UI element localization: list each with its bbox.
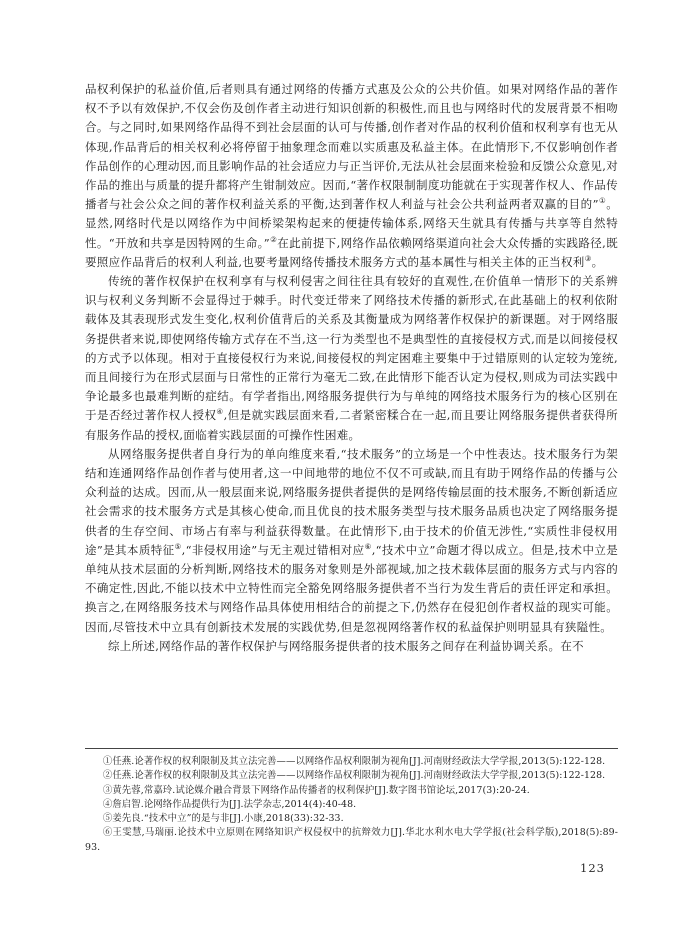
page-number: 123 bbox=[580, 861, 605, 875]
footnote-ref: ② bbox=[269, 234, 278, 244]
footnote-item: ③黄先蓉,常嘉玲.试论媒介融合背景下网络作品传播者的权利保护[J].数字图书馆论坛,2017(3):20-24. bbox=[102, 784, 530, 796]
body-paragraphs bbox=[85, 80, 618, 656]
footnote-ref: ⑥ bbox=[364, 542, 372, 552]
paragraph: 传统的著作权保护在权利享有与权利侵害之间往往具有较好的直观性,在价值单一情形下的关系辨识与权利义务判断不会显得过于棘手。时代变迁带来了网络技术传播的新形式,在此基础上的权利依附载体及其表现形式发生变化,权利价值背后的关系及其衡量成为网络著作权保护的新课题。对于网络服务提供者来说,即使网络传输方式存在不当,这一行为类型也不是典型性的直接侵权方式,而是以间接侵权的方式予以体现。相对于直接侵权行为来说,间接侵权的判定困难主要集中于过错原则的认定较为笼统,而且间接行为在形式层面与日常性的正常行为毫无二致,在此情形下能否认定为侵权,则成为司法实践中争论最多也最难判断的症结。有学者指出,网络服务提供行为与单纯的网络技术服务行为的核心区别在于是否经过著作权人授权④,但是就实践层面来看,二者紧密糅合在一起,而且要让网络服务提供者获得所有服务作品的授权,面临着实践层面的可操作性困难。 bbox=[85, 274, 618, 442]
footnote-section bbox=[85, 748, 618, 855]
footnote-item: ①任燕.论著作权的权利限制及其立法完善——以网络作品权利限制为视角[J].河南财经政法大学学报,2013(5):122-128. bbox=[102, 756, 606, 767]
footnote-ref: ① bbox=[598, 196, 607, 206]
paragraph: 从网络服务提供者自身行为的单向维度来看,“技术服务”的立场是一个中性表达。技术服务行为架结和连通网络作品创作者与使用者,这一中间地带的地位不仅不可或缺,而且有助于网络作品的传播与公众利益的达成。因而,从一般层面来说,网络服务提供者提供的是网络传输层面的技术服务,不断创新适应社会需求的技术服务方式是其核心使命,而且优良的技术服务类型与技术服务品质也决定了网络服务提供者的生存空间、市场占有率与利益获得数量。在此情形下,由于技术的价值无涉性,“实质性非侵权用途”是其本质特征⑤,“非侵权用途”与无主观过错相对应⑥,“技术中立”命题才得以成立。但是,技术中立是单纯从技术层面的分析判断,网络技术的服务对象则是外部视域,加之技术载体层面的服务方式与内容的不确定性,因此,不能以技术中立特性而完全豁免网络服务提供者不当行为发生背后的责任评定和承担。换言之,在网络服务技术与网络作品具体使用相结合的前提之下,仍然存在侵犯创作者权益的现实可能。因而,尽管技术中立具有创新技术发展的实践优势,但是忽视网络著作权的私益保护则明显具有狭隘性。 bbox=[85, 446, 619, 634]
footnote-item: ④詹启智.论网络作品提供行为[J].法学杂志,2014(4):40-48. bbox=[102, 798, 357, 810]
footnote-item: ⑤姜先良.“技术中立”的是与非[J].小康,2018(33):32-33. bbox=[102, 813, 344, 825]
footnote-divider bbox=[85, 748, 618, 749]
footnote-item: ⑥王雯慧,马瑞丽.论技术中立原则在网络知识产权侵权中的抗辩效力[J].华北水利水电大学学报(社会科学版),2018(5):89-93. bbox=[85, 827, 618, 853]
footnote-ref: ③ bbox=[584, 254, 592, 263]
footnote-item: ②任燕.论著作权的权利限制及其立法完善——以网络作品权利限制为视角[J].河南财经政法大学学报,2013(5):122-128. bbox=[102, 770, 606, 782]
article-body bbox=[85, 80, 618, 656]
footnote-ref: ④ bbox=[216, 407, 224, 417]
paragraph: 综上所述,网络作品的著作权保护与网络服务提供者的技术服务之间存在利益协调关系。在不 bbox=[108, 638, 584, 653]
paragraph: 品权利保护的私益价值,后者则具有通过网络的传播方式惠及公众的公共价值。如果对网络作品的著作权不予以有效保护,不仅会伤及创作者主动进行知识创新的积极性,而且也与网络时代的发展背景不相吻合。与之同时,如果网络作品得不到社会层面的认可与传播,创作者对作品的权利价值和权利享有也无从体现,作品背后的相关权利必将停留于抽象理念而难以实质惠及私益主体。在此情形下,不仅影响创作者作品创作的心理动因,而且影响作品的社会适应力与正当评价,无法从社会层面来检验和反馈公众意见,对作品的推出与质量的提升都将产生钳制效应。因而,“著作权限制制度功能就在于实现著作权人、作品传播者与社会公众之间的著作权利益关系的平衡,达到著作权人利益与社会公共利益两者双赢的目的”①。显然,网络时代是以网络作为中间桥梁架构起来的便捷传输体系,网络天生就具有传播与共享等自然特性。“开放和共享是因特网的生命。”②在此前提下,网络作品依赖网络渠道向社会大众传播的实践路径,既要照应作品背后的权利人利益,也要考量网络传播技术服务方式的基本属性与相关主体的正当权利③。 bbox=[85, 82, 618, 269]
footnote-ref: ⑤ bbox=[174, 542, 182, 552]
footnote-list bbox=[85, 755, 618, 855]
